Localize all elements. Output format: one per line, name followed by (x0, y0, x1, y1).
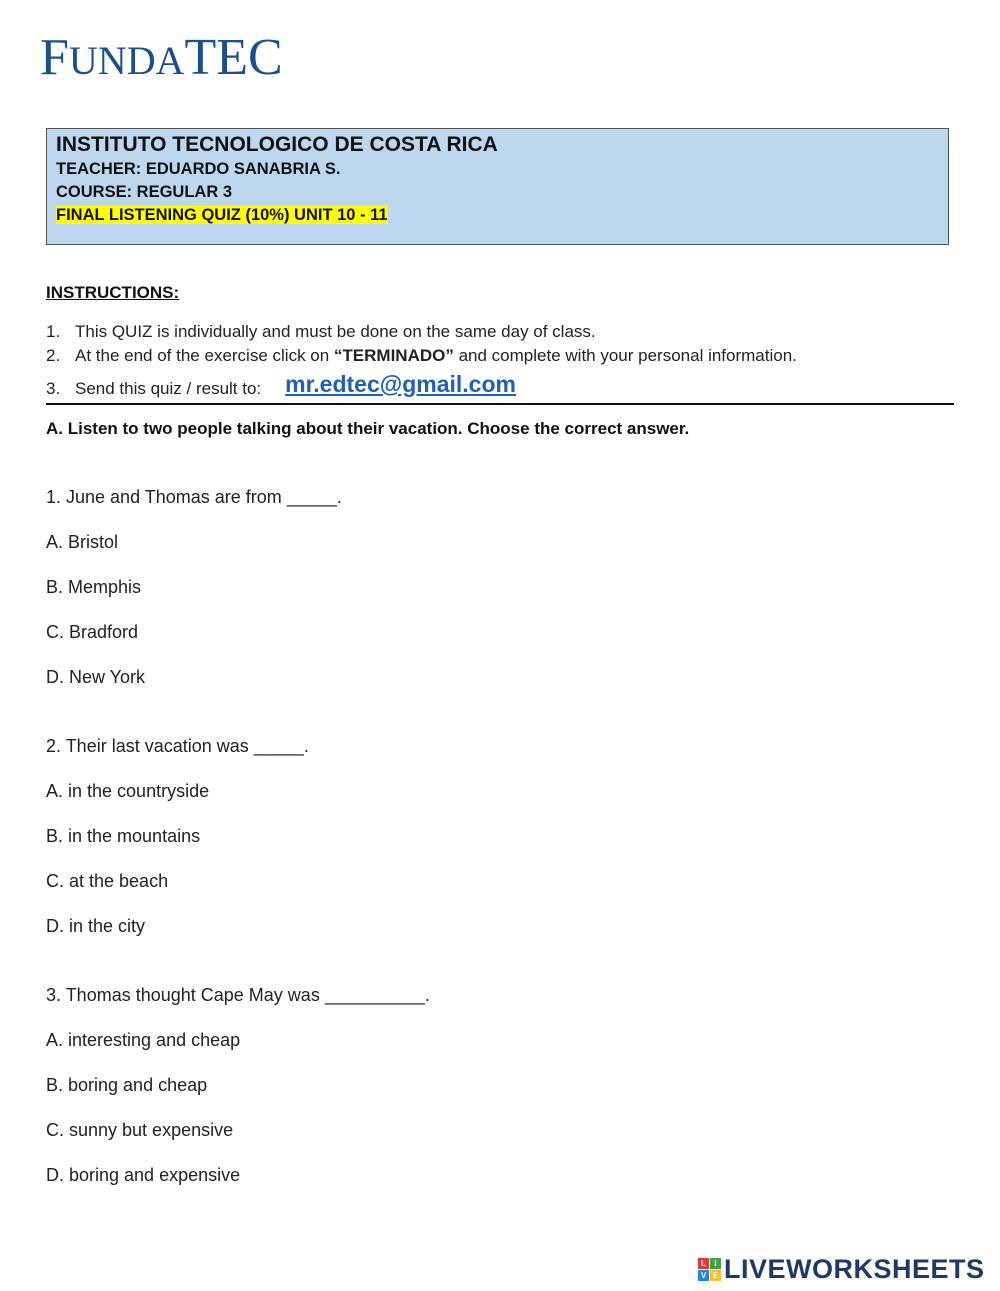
instruction-item: 1. This QUIZ is individually and must be done on the same day of class. (46, 322, 596, 341)
logo-tile-l: L (698, 1258, 709, 1269)
question-2-option-a[interactable]: A. in the countryside (46, 781, 210, 801)
question-1-option-a[interactable]: A. Bristol (46, 532, 119, 552)
logo-tile-v: V (698, 1270, 709, 1281)
question-1-option-c[interactable]: C. Bradford (46, 622, 139, 642)
institution-title: INSTITUTO TECNOLOGICO DE COSTA RICA (56, 133, 498, 156)
instructions-list (46, 320, 797, 398)
question-3-prompt: 3. Thomas thought Cape May was __________. (46, 985, 430, 1005)
liveworksheets-brand: LIVEWORKSHEETS (724, 1254, 985, 1284)
section-divider (46, 403, 954, 405)
terminado-keyword: “TERMINADO” (333, 346, 454, 365)
logo-tile-e: E (710, 1270, 721, 1281)
question-2-prompt: 2. Their last vacation was _____. (46, 736, 309, 756)
logo-tile-i: I (710, 1258, 721, 1269)
instruction-item: 3. Send this quiz / result to: mr.edtec@gmail.com (46, 371, 516, 398)
teacher-line: TEACHER: EDUARDO SANABRIA S. (56, 160, 341, 178)
instruction-item: 2. At the end of the exercise click on “TERMINADO” and complete with your personal information. (46, 346, 797, 365)
question-2-option-b[interactable]: B. in the mountains (46, 826, 201, 846)
question-1-prompt: 1. June and Thomas are from _____. (46, 487, 342, 507)
question-3-option-c[interactable]: C. sunny but expensive (46, 1120, 234, 1140)
question-1-option-d[interactable]: D. New York (46, 667, 146, 687)
quiz-title-highlight: FINAL LISTENING QUIZ (10%) UNIT 10 - 11 (56, 206, 388, 224)
instructions-heading: INSTRUCTIONS: (46, 283, 180, 302)
question-3-option-a[interactable]: A. interesting and cheap (46, 1030, 241, 1050)
course-header-box (46, 128, 949, 245)
question-3-option-b[interactable]: B. boring and cheap (46, 1075, 208, 1095)
liveworksheets-logo-icon (698, 1258, 721, 1281)
question-1-option-b[interactable]: B. Memphis (46, 577, 142, 597)
question-2-option-c[interactable]: C. at the beach (46, 871, 169, 891)
question-2-option-d[interactable]: D. in the city (46, 916, 146, 936)
section-a-heading: A. Listen to two people talking about their vacation. Choose the correct answer. (46, 419, 690, 438)
fundatec-logo: FUNDATEC (40, 29, 283, 86)
question-3-option-d[interactable]: D. boring and expensive (46, 1165, 241, 1185)
liveworksheets-footer (698, 1254, 985, 1285)
email-link[interactable]: mr.edtec@gmail.com (285, 371, 516, 397)
course-line: COURSE: REGULAR 3 (56, 183, 233, 201)
